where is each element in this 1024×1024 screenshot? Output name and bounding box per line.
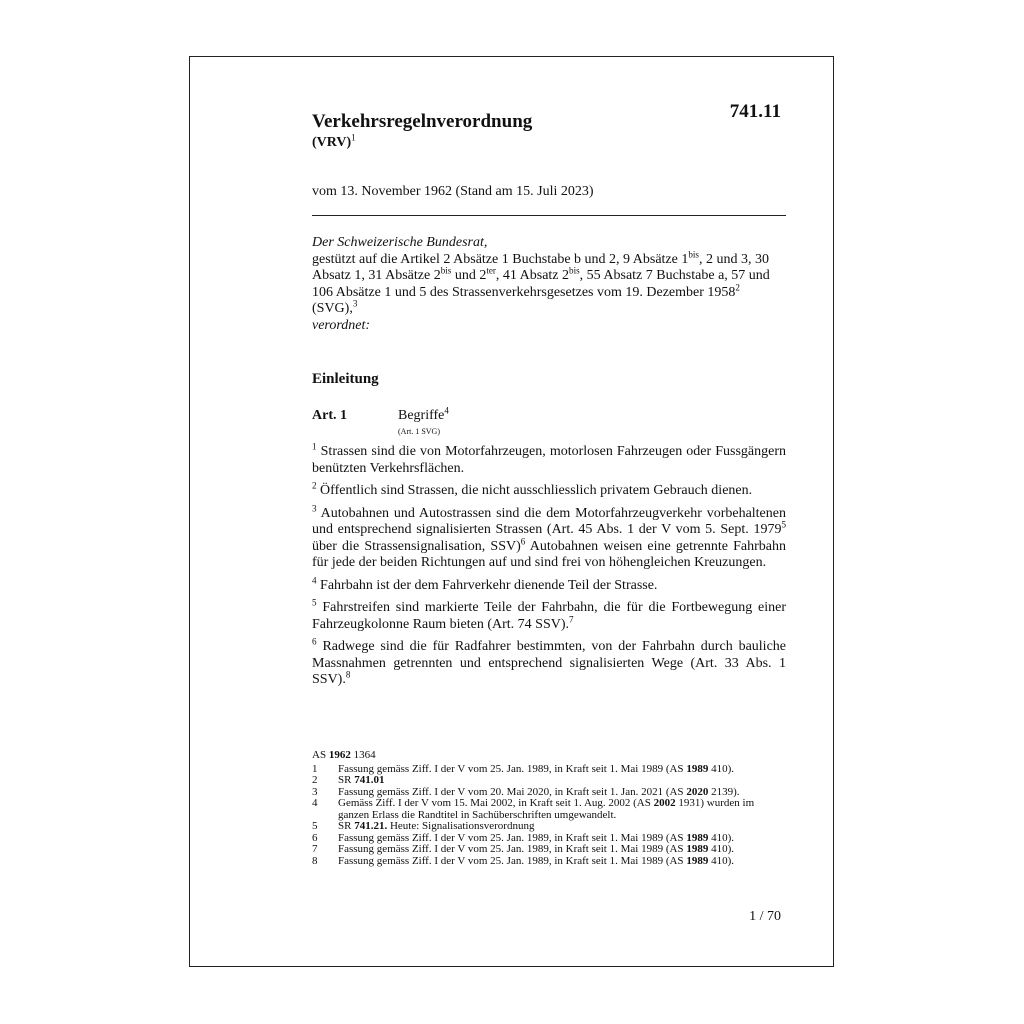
paragraph-number: 4 bbox=[312, 574, 317, 585]
authority: Der Schweizerische Bundesrat, bbox=[312, 235, 488, 250]
footnote-ref[interactable]: 4 bbox=[444, 405, 449, 416]
paragraph bbox=[312, 636, 786, 689]
superscript: bis bbox=[440, 265, 452, 276]
footnote-number: 4 bbox=[312, 797, 318, 809]
footnote-bold: 1989 bbox=[686, 762, 709, 775]
footnote-text-part: Fassung gemäss Ziff. I der V vom 25. Jan. 1989, in Kraft seit 1. Mai 1989 (AS bbox=[338, 843, 687, 855]
footnotes bbox=[312, 750, 786, 867]
footnote-text-part: Heute: Signalisationsverordnung bbox=[387, 820, 535, 832]
paragraph-text: Fahrbahn ist der dem Fahrverkehr dienende Teil der Strasse. bbox=[320, 577, 658, 593]
footnote-bold: 1989 bbox=[686, 854, 709, 867]
basis-text: , 2 und 3, 30 Absatz 1, 31 Absätze 2 bbox=[312, 251, 769, 283]
sr-number: 741.11 bbox=[729, 101, 781, 122]
footnote-ref[interactable]: 1 bbox=[351, 132, 356, 143]
paragraph-text: Fahrstreifen sind markierte Teile der Fahrbahn, die für die Fortbewegung einer Fahrzeugkolonne Raum bieten (Art. 74 SSV). bbox=[312, 600, 787, 632]
footnote bbox=[312, 798, 786, 821]
paragraph-text: über die Strassensignalisation, SSV) bbox=[312, 538, 521, 554]
basis-text: , 55 Absatz 7 Buchstabe a, 57 und 106 Absätze 1 und 5 des Strassenverkehrsgesetzes vom 19. Dezember 1958 bbox=[312, 268, 770, 300]
paragraph-number: 5 bbox=[312, 597, 317, 608]
paragraph-number: 6 bbox=[312, 636, 317, 647]
paragraph-text: Radwege sind die für Radfahrer bestimmten, von der Fahrbahn durch bauliche Massnahmen getrennten und entsprechend signalisierten Wege (Art. 33 Abs. 1 SSV). bbox=[312, 639, 786, 687]
basis-text: gestützt auf die Artikel 2 Absätze 1 Buchstabe b und 2, 9 Absätze 1 bbox=[312, 251, 689, 267]
footnote-ref[interactable]: 7 bbox=[569, 613, 574, 624]
as-prefix: AS bbox=[312, 749, 329, 761]
article-reference: (Art. 1 SVG) bbox=[398, 427, 440, 436]
footnote-text-part: Fassung gemäss Ziff. I der V vom 25. Jan. 1989, in Kraft seit 1. Mai 1989 (AS bbox=[338, 831, 687, 844]
footnote-number: 3 bbox=[312, 785, 318, 798]
footnote-text-part: Fassung gemäss Ziff. I der V vom 25. Jan. 1989, in Kraft seit 1. Mai 1989 (AS bbox=[338, 854, 687, 867]
article-label: Art. 1 bbox=[312, 408, 347, 423]
footnote-text-part: 410). bbox=[708, 854, 734, 867]
footnote-text-part: 2139). bbox=[708, 785, 740, 798]
abbreviation-text: (VRV) bbox=[312, 135, 352, 150]
basis-text: , 41 Absatz 2 bbox=[495, 268, 570, 283]
footnote-text-part: Fassung gemäss Ziff. I der V vom 20. Mai 2020, in Kraft seit 1. Jan. 2021 (AS bbox=[338, 785, 687, 798]
article-paragraphs bbox=[312, 441, 787, 695]
paragraph bbox=[312, 480, 786, 500]
document-abbreviation bbox=[312, 132, 356, 151]
footnote-text-part: 410). bbox=[708, 762, 734, 775]
footnote-number: 1 bbox=[312, 762, 318, 775]
footnote-number: 7 bbox=[312, 843, 318, 855]
footnote-number: 8 bbox=[312, 854, 318, 867]
footnote-bold: 2002 bbox=[653, 797, 676, 809]
superscript: bis bbox=[569, 265, 580, 276]
basis-text: und 2 bbox=[451, 268, 487, 283]
as-year: 1962 bbox=[328, 749, 351, 761]
footnote-bold: 1989 bbox=[686, 831, 709, 844]
footnote-bold: 741.01 bbox=[354, 774, 385, 786]
decrees: verordnet: bbox=[312, 317, 371, 333]
footnote-text-part: SR bbox=[338, 774, 355, 786]
footnote-bold: 1989 bbox=[686, 843, 709, 855]
paragraph-number: 2 bbox=[312, 480, 317, 491]
legal-basis bbox=[312, 248, 786, 318]
footnote-ref[interactable]: 2 bbox=[735, 281, 740, 292]
footnote bbox=[312, 856, 786, 868]
paragraph-text: Strassen sind die von Motorfahrzeugen, motorlosen Fahrzeugen oder Fussgängern benützten Verkehrsflächen. bbox=[312, 444, 787, 476]
header-rule bbox=[312, 215, 786, 216]
footnote-number: 2 bbox=[312, 774, 318, 786]
footnote-text-part: 410). bbox=[708, 843, 734, 855]
footnote-text bbox=[338, 764, 786, 776]
superscript: ter bbox=[486, 265, 496, 276]
paragraph-text: Autobahnen und Autostrassen sind die dem Motorfahrzeugverkehr vorbehaltenen und entsprechend signalisierten Strassen (Art. 45 Abs. 1 der V vom 5. Sept. 1979 bbox=[312, 505, 786, 537]
paragraph-number: 3 bbox=[312, 502, 317, 513]
footnote-number: 5 bbox=[312, 820, 318, 832]
footnote-number: 6 bbox=[312, 831, 318, 844]
basis-text: (SVG), bbox=[312, 301, 353, 316]
article-title bbox=[398, 405, 449, 424]
footnote-text-part: SR bbox=[338, 820, 355, 832]
official-compilation-ref bbox=[312, 750, 786, 762]
footnote-text bbox=[338, 798, 786, 821]
paragraph bbox=[312, 597, 787, 633]
article-title-text: Begriffe bbox=[398, 408, 445, 423]
paragraph bbox=[312, 574, 786, 595]
footnote-bold: 2020 bbox=[686, 785, 709, 798]
as-page: 1364 bbox=[350, 749, 376, 761]
footnote-text-part: 410). bbox=[708, 831, 734, 844]
page-number: 1 / 70 bbox=[749, 909, 781, 924]
document-title: Verkehrsregelnverordnung bbox=[312, 111, 533, 132]
superscript: bis bbox=[688, 248, 699, 259]
footnote-text bbox=[338, 856, 786, 868]
footnote-text-part: Gemäss Ziff. I der V vom 15. Mai 2002, in Kraft seit 1. Aug. 2002 (AS bbox=[338, 797, 654, 809]
section-heading: Einleitung bbox=[312, 371, 379, 387]
document-page bbox=[189, 56, 834, 967]
preamble bbox=[312, 235, 786, 334]
paragraph bbox=[312, 502, 786, 572]
footnote-text-part: 1931) wurden im ganzen Erlass die Randtitel in Sachüberschriften umgewandelt. bbox=[338, 797, 755, 821]
paragraph-text: Autobahnen weisen eine getrennte Fahrbahn für jede der beiden Richtungen auf und sind frei von höhengleichen Kreuzungen. bbox=[312, 538, 786, 570]
footnote-ref[interactable]: 5 bbox=[781, 519, 786, 530]
footnote-ref[interactable]: 8 bbox=[345, 669, 351, 680]
footnote-bold: 741.21. bbox=[354, 820, 388, 832]
paragraph bbox=[312, 441, 787, 477]
footnote-ref[interactable]: 3 bbox=[352, 298, 358, 309]
dateline: vom 13. November 1962 (Stand am 15. Juli 2023) bbox=[312, 184, 594, 199]
footnote-ref[interactable]: 6 bbox=[520, 535, 526, 546]
footnote-text-part: Fassung gemäss Ziff. I der V vom 25. Jan. 1989, in Kraft seit 1. Mai 1989 (AS bbox=[338, 762, 687, 775]
paragraph-text: Öffentlich sind Strassen, die nicht ausschliesslich privatem Gebrauch dienen. bbox=[320, 483, 753, 498]
paragraph-number: 1 bbox=[312, 441, 317, 452]
